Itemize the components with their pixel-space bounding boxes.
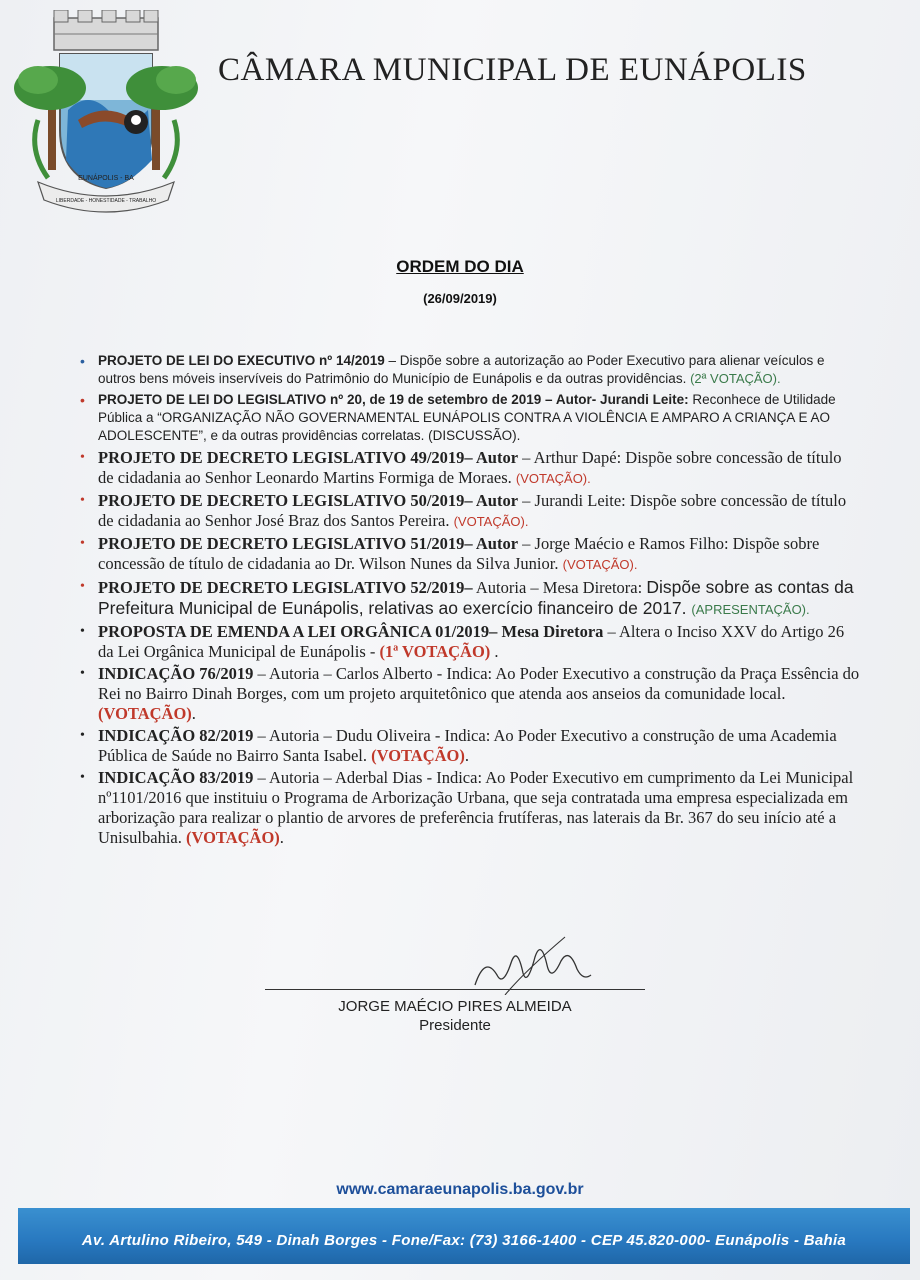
item-text: – Jurandi Leite: Dispõe sobre concessão de título de cidadania ao Senhor José Braz dos Santos Pereira.: [98, 491, 847, 530]
agenda-item: [80, 768, 860, 848]
document-date: (26/09/2019): [423, 291, 497, 306]
crest-ribbon-text: EUNÁPOLIS - BA: [78, 175, 134, 182]
item-tail: .: [464, 746, 470, 765]
item-title: INDICAÇÃO 83/2019: [98, 768, 254, 787]
bullet-icon: •: [80, 392, 85, 408]
item-title: PROJETO DE LEI DO LEGISLATIVO nº 20, de 19 de setembro de 2019 – Autor- Jurandi Leite:: [98, 392, 689, 407]
item-status: (VOTAÇÃO): [371, 746, 465, 765]
item-tail: .: [279, 828, 284, 847]
item-tail: .: [191, 704, 196, 723]
agenda-list: [80, 352, 860, 850]
agenda-item: [80, 352, 860, 388]
item-text: – Autoria – Dudu Oliveira - Indica: Ao Poder Executivo a construção de uma Academia Pública de Saúde no Bairro Santa Isabel.: [98, 726, 837, 765]
signature-line: [265, 989, 645, 990]
bullet-icon: •: [80, 353, 85, 369]
item-title: INDICAÇÃO 76/2019: [98, 664, 254, 683]
item-status: (VOTAÇÃO).: [453, 514, 529, 529]
signatory-name: JORGE MAÉCIO PIRES ALMEIDA: [338, 998, 572, 1015]
signatory-role: Presidente: [419, 1017, 491, 1034]
bullet-icon: •: [80, 493, 85, 508]
item-text: Reconhece de Utilidade Pública a “ORGANIZAÇÃO NÃO GOVERNAMENTAL EUNÁPOLIS CONTRA A VIOLÊNCIA E AMPARO A CRIANÇA E AO ADOLESCENTE”, e da outras providências correlatas.: [98, 392, 836, 443]
item-title: INDICAÇÃO 82/2019: [98, 726, 254, 745]
bullet-icon: •: [80, 624, 85, 639]
bullet-icon: •: [80, 666, 85, 681]
item-status: (1ª VOTAÇÃO): [379, 642, 491, 661]
document-heading: ORDEM DO DIA: [396, 257, 524, 276]
item-title: PROJETO DE LEI DO EXECUTIVO nº 14/2019: [98, 353, 385, 368]
agenda-item: [80, 534, 860, 575]
item-text: – Arthur Dapé: Dispõe sobre concessão de título de cidadania ao Senhor Leonardo Martins Formiga de Moraes.: [98, 448, 842, 487]
agenda-item: [80, 664, 860, 724]
item-text-emphasis: Dispõe sobre as contas da Prefeitura Municipal de Eunápolis, relativas ao exercício financeiro de 2017.: [98, 577, 854, 618]
item-title: PROJETO DE DECRETO LEGISLATIVO 52/2019–: [98, 578, 473, 597]
bullet-icon: •: [80, 770, 85, 785]
footer-address: Av. Artulino Ribeiro, 549 - Dinah Borges - Fone/Fax: (73) 3166-1400 - CEP 45.820-000- Eunápolis - Bahia: [81, 1232, 847, 1249]
agenda-item: [80, 491, 860, 532]
item-title: PROJETO DE DECRETO LEGISLATIVO 49/2019– Autor: [98, 448, 519, 467]
item-text: – Dispõe sobre a autorização ao Poder Executivo para alienar veículos e outros bens móveis inservíveis do Patrimônio do Município de Eunápolis e da outras providências.: [98, 353, 825, 386]
agenda-item: [80, 622, 860, 662]
agenda-item: [80, 448, 860, 489]
item-text: – Altera o Inciso XXV do Artigo 26 da Lei Orgânica Municipal de Eunápolis -: [98, 622, 845, 661]
item-status: (VOTAÇÃO).: [562, 557, 638, 572]
website-link[interactable]: www.camaraeunapolis.ba.gov.br: [336, 1181, 584, 1198]
coat-of-arms-logo: [8, 10, 200, 215]
bullet-icon: •: [80, 579, 85, 594]
item-title: PROJETO DE DECRETO LEGISLATIVO 51/2019– Autor: [98, 534, 519, 553]
crest-motto-text: LIBERDADE - HONESTIDADE - TRABALHO: [55, 198, 157, 204]
item-status: (2ª VOTAÇÃO).: [690, 371, 781, 386]
footer-bar: [18, 1208, 910, 1264]
item-tail: .: [490, 642, 499, 661]
institution-title: CÂMARA MUNICIPAL DE EUNÁPOLIS: [218, 52, 807, 88]
bullet-icon: •: [80, 536, 85, 551]
bullet-icon: •: [80, 450, 85, 465]
item-title: PROJETO DE DECRETO LEGISLATIVO 50/2019– Autor: [98, 491, 519, 510]
item-title: PROPOSTA DE EMENDA A LEI ORGÂNICA 01/2019– Mesa Diretora: [98, 622, 604, 641]
agenda-item: [80, 577, 860, 620]
item-status: (DISCUSSÃO).: [428, 428, 521, 443]
item-text: Autoria – Mesa Diretora:: [472, 578, 647, 597]
item-text: – Jorge Maécio e Ramos Filho: Dispõe sobre concessão de título de cidadania ao Dr. Wilson Nunes da Silva Junior.: [98, 534, 820, 573]
agenda-item: [80, 726, 860, 766]
item-status: (APRESENTAÇÃO).: [691, 602, 810, 617]
item-status: (VOTAÇÃO): [98, 704, 192, 723]
item-text: – Autoria – Carlos Alberto - Indica: Ao Poder Executivo a construção da Praça Essência do Rei no Bairro Dinah Borges, com um projeto arquitetônico que atenda aos anseios da comunidade local.: [98, 664, 860, 703]
item-status: (VOTAÇÃO).: [515, 471, 591, 486]
item-text: – Autoria – Aderbal Dias - Indica: Ao Poder Executivo em cumprimento da Lei Municipal nº1101/2016 que instituiu o Programa de Arborização Urbana, que seja contratada uma empresa especializada em arborização para realizar o plantio de arvores de preferência frutíferas, nas laterais da Br. 367 do seu início até a Unisulbahia.: [98, 768, 854, 847]
bullet-icon: •: [80, 728, 85, 743]
handwritten-signature: [265, 935, 645, 995]
item-status: (VOTAÇÃO): [186, 828, 280, 847]
agenda-item: [80, 391, 860, 445]
signature-block: [265, 935, 645, 1045]
